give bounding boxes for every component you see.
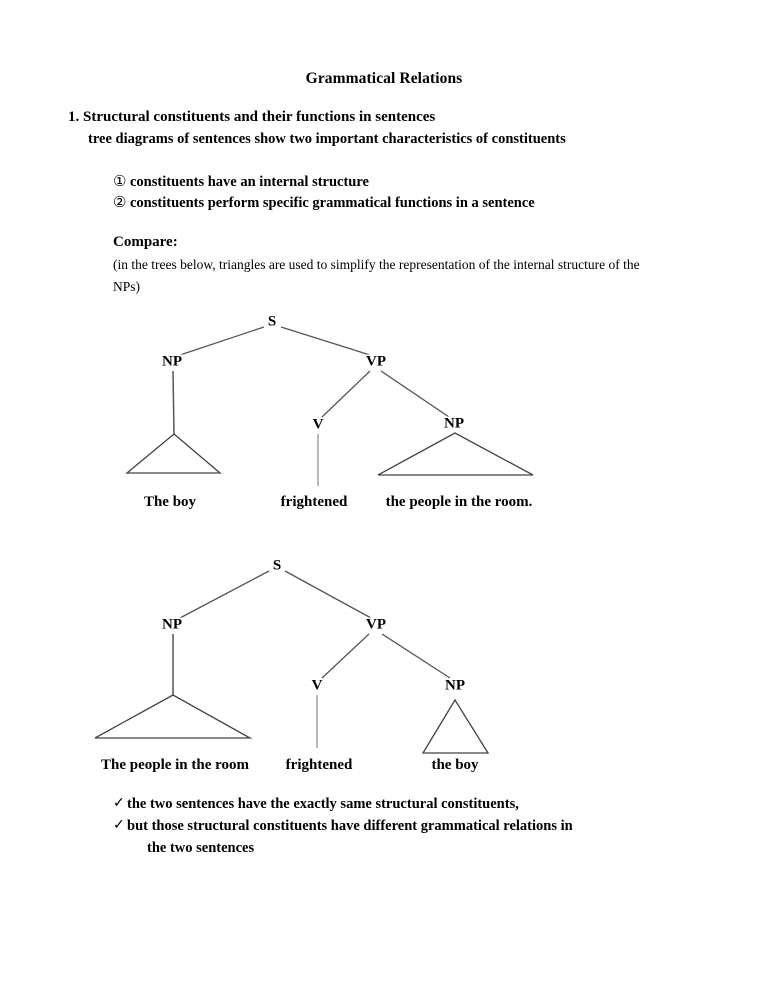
tree-1-node-np-object: NP [444, 415, 464, 432]
list-item-label: constituents have an internal structure [130, 174, 369, 190]
list-item-label-continued: the two sentences [147, 840, 255, 856]
section-subheading: tree diagrams of sentences show two important characteristics of constituents [88, 131, 566, 147]
tree-2-node-np-subject: NP [162, 616, 182, 633]
tree-1-node-vp: VP [366, 353, 386, 370]
tree-2-node-np-object: NP [445, 677, 465, 694]
page-title: Grammatical Relations [305, 70, 463, 87]
compare-note: (in the trees below, triangles are used to simplify the representation of the internal structure of the NPs) [113, 257, 640, 294]
check-mark-icon: ✓ [113, 818, 125, 833]
circled-number-one-icon: ① [113, 174, 127, 190]
list-item [113, 815, 688, 859]
list-item-label: the two sentences have the exactly same structural constituents, [127, 796, 519, 812]
list-item-label: but those structural constituents have different grammatical relations in [127, 818, 573, 834]
list-item-label: constituents perform specific grammatical functions in a sentence [130, 195, 535, 211]
compare-label: Compare: [113, 234, 178, 250]
tree-1-node-np-subject: NP [162, 353, 182, 370]
check-mark-icon: ✓ [113, 796, 125, 811]
tree-2-node-v: V [311, 677, 323, 694]
tree-1-leaf-object: the people in the room. [385, 494, 533, 510]
tree-2-leaf-subject: The people in the room [100, 757, 250, 773]
tree-2-leaf-verb: frightened [285, 757, 353, 773]
tree-2-leaf-object: the boy [431, 757, 479, 773]
conclusions-list [113, 793, 688, 859]
tree-1-leaf-verb: frightened [280, 494, 348, 510]
tree-1-node-v: V [312, 416, 324, 433]
list-item [113, 793, 688, 815]
tree-1-leaf-subject: The boy [143, 494, 197, 510]
tree-2-node-s: S [272, 557, 282, 574]
circled-number-two-icon: ② [113, 195, 127, 211]
tree-1-node-s: S [267, 313, 277, 330]
tree-2-node-vp: VP [366, 616, 386, 633]
section-heading: 1. Structural constituents and their functions in sentences [68, 109, 436, 125]
